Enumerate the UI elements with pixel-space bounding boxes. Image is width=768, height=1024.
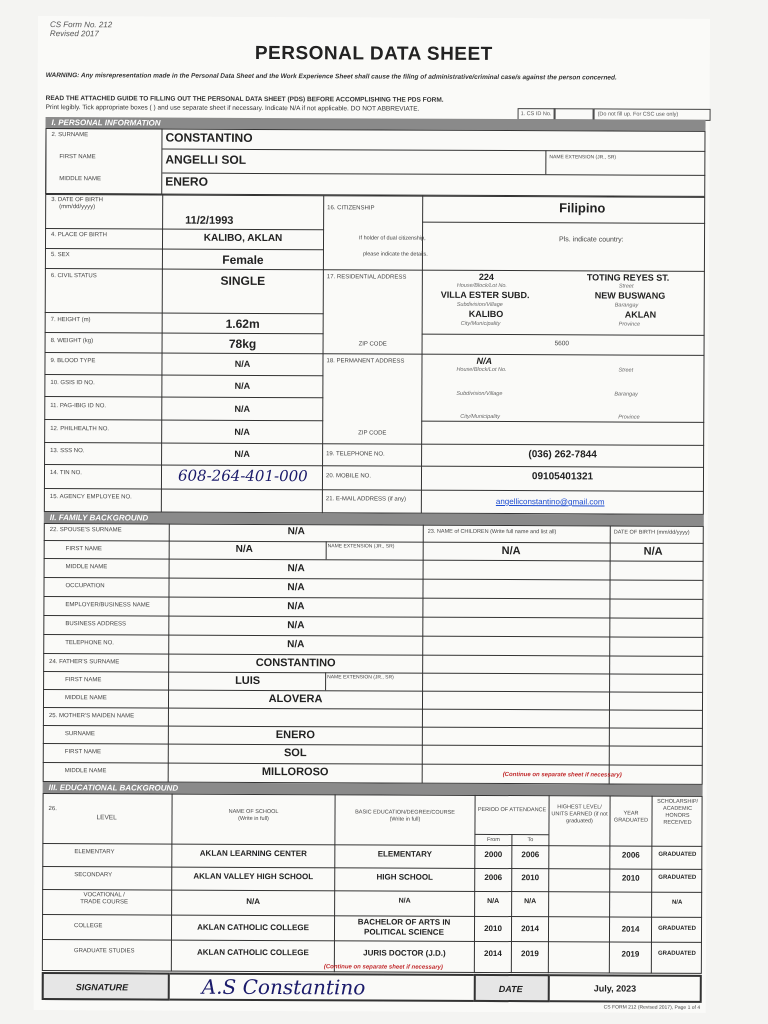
occupation-value: N/A [287, 582, 305, 594]
family-continue-note: (Continue on separate sheet if necessary) [502, 772, 622, 779]
father-surname-value: CONSTANTINO [255, 656, 336, 670]
pagibig-value: N/A [234, 403, 251, 414]
telephone-label: 19. TELEPHONE NO. [326, 451, 385, 458]
residential-address-label: 17. RESIDENTIAL ADDRESS [326, 274, 407, 281]
edu-school: AKLAN CATHOLIC COLLEGE [196, 947, 309, 958]
read-guide-text: READ THE ATTACHED GUIDE TO FILLING OUT THE PERSONAL DATA SHEET (PDS) BEFORE ACCOMPLISHING THE PDS FORM. [45, 95, 444, 104]
gsis-value: N/A [234, 380, 251, 391]
edu-level-college: COLLEGE [74, 923, 103, 930]
edu-to: 2014 [521, 924, 539, 934]
signature-label: SIGNATURE [75, 982, 129, 993]
citizenship-label: 16. CITIZENSHIP [327, 205, 375, 212]
col-school-text: NAME OF SCHOOL [228, 808, 279, 816]
philhealth-label: 12. PHILHEALTH NO. [50, 426, 110, 433]
sub-subd-label: Subdivision/Village [456, 301, 503, 309]
perm-sub-prov-label: Province [618, 414, 640, 421]
spouse-middle-value: N/A [287, 563, 305, 575]
business-address-label: BUSINESS ADDRESS [65, 621, 127, 628]
perm-sub-street-label: Street [618, 367, 634, 374]
edu-school: AKLAN CATHOLIC COLLEGE [197, 922, 309, 933]
sub-street-label: Street [618, 283, 634, 290]
page-title: PERSONAL DATA SHEET [254, 42, 493, 65]
res-street-value: TOTING REYES ST. [586, 272, 670, 283]
tin-value: 608-264-401-000 [177, 466, 308, 486]
citizenship-value: Filipino [559, 200, 606, 216]
edu-level-secondary: SECONDARY [74, 872, 113, 879]
col-year: YEAR GRADUATED [613, 810, 649, 824]
father-first-value: LUIS [235, 674, 261, 687]
edu-school: N/A [246, 896, 261, 906]
edu-level-elementary: ELEMENTARY [74, 849, 115, 856]
col-course-text: BASIC EDUCATION/DEGREE/COURSE [355, 809, 455, 816]
middle-name-label: MIDDLE NAME [59, 176, 101, 183]
res-brgy-value: NEW BUSWANG [594, 290, 666, 301]
edu-from: N/A [487, 897, 500, 906]
father-middle-label: MIDDLE NAME [65, 695, 107, 702]
name-ext-label: NAME EXTENSION (JR., SR) [549, 154, 617, 161]
sub-house-label: House/Block/Lot No. [456, 282, 507, 290]
perm-house-value: N/A [476, 355, 493, 366]
sex-label: 5. SEX [50, 252, 70, 259]
father-surname-label: 24. FATHER'S SURNAME [49, 659, 120, 666]
mother-middle-label: MIDDLE NAME [64, 768, 107, 775]
edu-year: 2010 [621, 873, 640, 883]
dob-value: 11/2/1993 [185, 214, 234, 227]
col-school-sub: (Write in full) [238, 815, 269, 823]
col-school [172, 809, 334, 824]
civil-status-label: 6. CIVIL STATUS [50, 273, 97, 280]
col-course-sub: (Write in full) [389, 816, 421, 823]
instructions-text: Print legibly. Tick appropriate boxes ( ) and use separate sheet if necessary. Indicate N/A if not applicable. DO NOT ABBREVIATE. [45, 104, 420, 113]
edu-honors: GRADUATED [658, 925, 696, 932]
form-number [50, 20, 112, 38]
surname-value: CONSTANTINO [165, 130, 253, 145]
edu-to: 2010 [521, 873, 540, 883]
edu-level-graduate: GRADUATE STUDIES [73, 948, 135, 955]
res-city-value: KALIBO [468, 308, 504, 320]
edu-honors: GRADUATED [657, 950, 696, 957]
perm-sub-brgy-label: Barangay [614, 391, 638, 398]
edu-level-vocational: VOCATIONAL / TRADE COURSE [80, 892, 128, 906]
sub-prov-label: Province [618, 321, 641, 328]
edu-continue-note: (Continue on separate sheet if necessary) [323, 964, 443, 971]
child-dob-value: N/A [643, 545, 663, 558]
col-honors: SCHOLARSHIP/ ACADEMIC HONORS RECEIVED [657, 798, 699, 826]
res-prov-value: AKLAN [624, 309, 657, 320]
col-from: From [486, 836, 500, 844]
edu-to: 2019 [520, 949, 539, 959]
edu-course: BACHELOR OF ARTS IN POLITICAL SCIENCE [357, 917, 451, 937]
father-first-label: FIRST NAME [65, 677, 102, 684]
cs-id-note: (Do not fill up. For CSC use only) [594, 108, 711, 121]
revised-text: Revised 2017 [49, 29, 99, 39]
pagibig-label: 11. PAG-IBIG ID NO. [50, 403, 107, 410]
telephone-value: (036) 262-7844 [528, 449, 597, 461]
edu-from: 2006 [484, 872, 503, 883]
mother-surname-label: SURNAME [64, 731, 95, 738]
spouse-tel-label: TELEPHONE NO. [65, 640, 114, 647]
email-label: 21. E-MAIL ADDRESS (if any) [325, 496, 407, 503]
agency-label: 15. AGENCY EMPLOYEE NO. [49, 494, 132, 501]
perm-sub-house-label: House/Block/Lot No. [456, 366, 507, 374]
edu-from: 2010 [484, 923, 502, 934]
edu-course: HIGH SCHOOL [376, 872, 433, 882]
signature-value: A.S Constantino [201, 974, 366, 1000]
gsis-label: 10. GSIS ID NO. [50, 380, 95, 387]
height-value: 1.62m [225, 316, 260, 331]
col-period: PERIOD OF ATTENDANCE [477, 806, 547, 814]
edu-course: JURIS DOCTOR (J.D.) [363, 948, 446, 958]
philhealth-value: N/A [234, 426, 250, 437]
dob-format: (mm/dd/yyyy) [59, 204, 96, 211]
sub-city-label: City/Municipality [460, 320, 501, 328]
middle-name-value: ENERO [165, 174, 208, 189]
date-label: DATE [498, 984, 523, 995]
business-address-value: N/A [287, 620, 305, 632]
edu-honors: GRADUATED [658, 851, 697, 858]
civil-status-value: SINGLE [220, 273, 266, 288]
child-dob-label: DATE OF BIRTH (mm/dd/yyyy) [613, 529, 690, 536]
employer-label: EMPLOYER/BUSINESS NAME [65, 602, 150, 609]
height-label: 7. HEIGHT (m) [50, 317, 91, 324]
edu-from: 2000 [484, 849, 503, 860]
col-level: LEVEL [96, 814, 117, 822]
mobile-value: 09105401321 [531, 471, 594, 483]
father-ext-label: NAME EXTENSION (JR., SR) [327, 674, 394, 681]
children-label: 23. NAME of CHILDREN (Write full name and list all) [427, 528, 557, 536]
mother-maiden-label: 25. MOTHER'S MAIDEN NAME [48, 713, 135, 720]
spouse-ext-label: NAME EXTENSION (JR., SR) [327, 543, 395, 550]
res-zip-label: ZIP CODE [358, 341, 387, 348]
pds-sheet [34, 16, 710, 1013]
edu-school: AKLAN LEARNING CENTER [199, 848, 307, 859]
res-subd-value: VILLA ESTER SUBD. [440, 289, 530, 301]
edu-year: 2006 [621, 850, 640, 860]
spouse-first-label: FIRST NAME [65, 546, 102, 553]
perm-sub-subd-label: Subdivision/Village [456, 390, 503, 398]
spouse-tel-value: N/A [287, 639, 305, 651]
col-course [335, 809, 474, 824]
edu-to: 2006 [521, 850, 540, 860]
pob-value: KALIBO, AKLAN [203, 232, 283, 245]
mother-middle-value: MILLOROSO [261, 765, 329, 779]
spouse-surname-value: N/A [287, 526, 305, 538]
children-value: N/A [501, 545, 521, 558]
section-family-background: II. FAMILY BACKGROUND [44, 512, 704, 526]
surname-label: 2. SURNAME [51, 132, 89, 139]
dob-label: 3. DATE OF BIRTH [51, 197, 104, 204]
spouse-first-value: N/A [235, 543, 253, 555]
res-zip-value: 5600 [554, 340, 570, 348]
country-note: Pls. indicate country: [559, 236, 624, 244]
edu-to: N/A [524, 898, 537, 906]
page-note: CS FORM 212 (Revised 2017), Page 1 of 4 [603, 1004, 701, 1011]
sss-label: 13. SSS NO. [50, 448, 85, 455]
blood-type-label: 9. BLOOD TYPE [50, 358, 96, 365]
edu-num: 26. [48, 806, 57, 813]
spouse-middle-label: MIDDLE NAME [65, 564, 108, 571]
blood-type-value: N/A [234, 358, 251, 369]
date-value: July, 2023 [593, 983, 637, 994]
father-middle-value: ALOVERA [268, 693, 323, 706]
sex-value: Female [222, 252, 264, 267]
perm-sub-city-label: City/Municipality [460, 413, 501, 421]
edu-school: AKLAN VALLEY HIGH SCHOOL [193, 871, 314, 882]
email-value[interactable]: angelliconstantino@gmail.com [495, 497, 605, 507]
weight-label: 8. WEIGHT (kg) [50, 338, 94, 345]
edu-honors: N/A [671, 899, 683, 906]
perm-zip-label: ZIP CODE [358, 430, 387, 437]
employer-value: N/A [287, 601, 305, 613]
dual-note-2: please indicate the details. [362, 251, 428, 258]
pob-label: 4. PLACE OF BIRTH [51, 232, 107, 239]
first-name-value: ANGELLI SOL [165, 152, 247, 167]
edu-year: 2019 [621, 949, 640, 959]
permanent-address-label: 18. PERMANENT ADDRESS [326, 358, 405, 365]
col-to: To [527, 837, 534, 844]
edu-course: ELEMENTARY [377, 849, 432, 859]
form-no-text: CS Form No. 212 [49, 20, 113, 30]
edu-from: 2014 [483, 948, 502, 959]
dual-note-1: If holder of dual citizenship, [359, 235, 426, 242]
cs-id-label: 1. CS ID No. [518, 108, 556, 120]
edu-year: 2014 [621, 924, 640, 934]
spouse-surname-label: 22. SPOUSE'S SURNAME [49, 527, 122, 534]
edu-honors: GRADUATED [658, 874, 697, 881]
section-personal-information: I. PERSONAL INFORMATION [46, 117, 706, 131]
section-educational-background: III. EDUCATIONAL BACKGROUND [43, 782, 703, 796]
mobile-label: 20. MOBILE NO. [325, 473, 372, 480]
col-highest: HIGHEST LEVEL/ UNITS EARNED (if not graduated) [551, 804, 608, 825]
sub-brgy-label: Barangay [614, 302, 639, 309]
res-house-value: 224 [478, 271, 494, 282]
occupation-label: OCCUPATION [65, 583, 105, 590]
first-name-label: FIRST NAME [59, 154, 96, 161]
mother-first-label: FIRST NAME [64, 749, 102, 756]
mother-surname-value: ENERO [275, 729, 315, 742]
tin-label: 14. TIN NO. [49, 470, 82, 477]
weight-value: 78kg [228, 336, 257, 351]
warning-text: WARNING: Any misrepresentation made in the Personal Data Sheet and the Work Experience Sheet shall cause the filing of administrative/criminal case/s against the person concerned. [45, 72, 617, 82]
mother-first-value: SOL [283, 747, 307, 760]
sss-value: N/A [234, 448, 250, 459]
edu-course: N/A [398, 897, 411, 905]
